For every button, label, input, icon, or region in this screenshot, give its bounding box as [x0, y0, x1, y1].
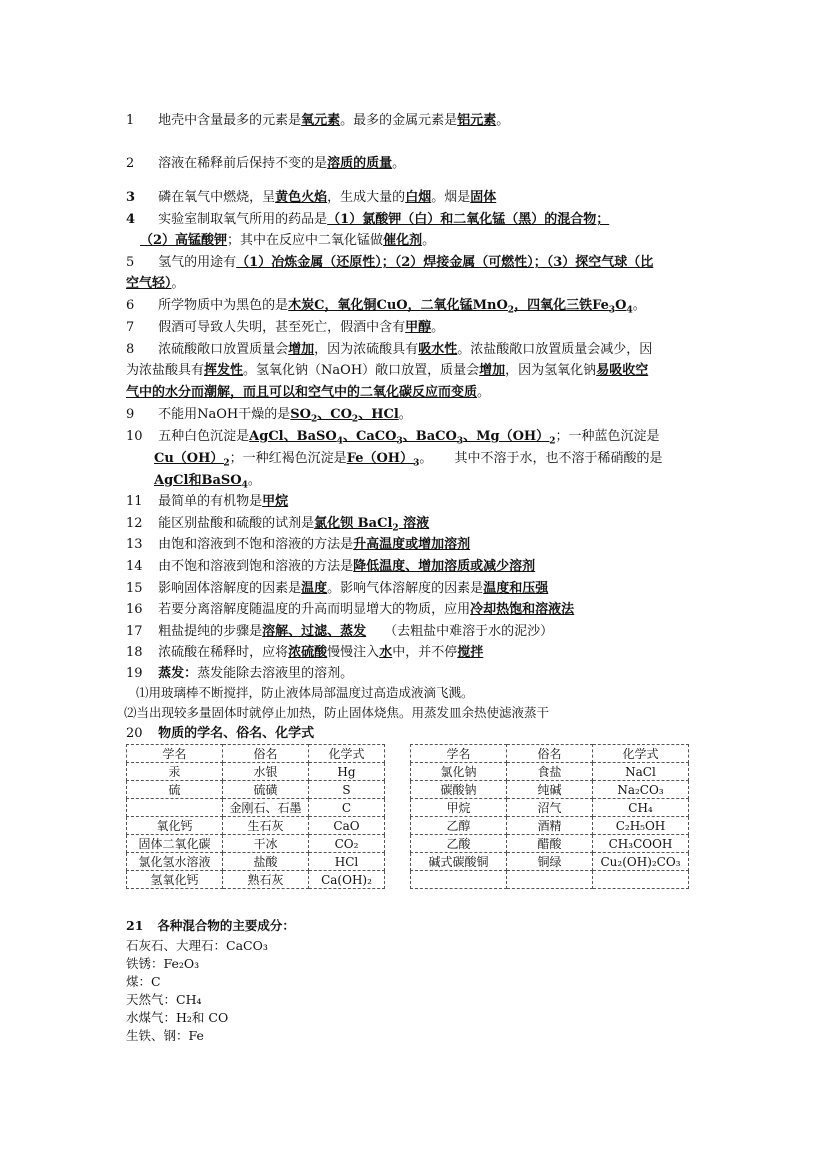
table-cell: Ca(OH)₂ — [309, 871, 385, 889]
text: ，因为氢氧化钠 — [505, 363, 597, 378]
text: 。最多的金属元素是 — [340, 113, 458, 128]
table-cell: 硫 — [127, 781, 223, 799]
item-4 — [126, 211, 609, 229]
item-number: 5 — [126, 255, 135, 270]
item-1 — [126, 112, 509, 130]
answer: 甲醇 — [405, 320, 432, 335]
answer: 溶质的质量 — [327, 156, 393, 171]
table-cell: 氯化氢水溶液 — [127, 853, 223, 871]
text: 。 — [431, 320, 445, 335]
item-number: 2 — [126, 156, 135, 171]
answer — [249, 429, 556, 447]
answer — [154, 451, 230, 469]
table-cell: 氢氧化钙 — [127, 871, 223, 889]
text: 慢慢注入 — [327, 645, 380, 660]
item-number: 4 — [126, 212, 136, 227]
table-cell: 氯化钠 — [411, 763, 507, 781]
text: 。 — [171, 276, 185, 291]
item-number: 8 — [126, 342, 135, 357]
answer: 水 — [379, 645, 393, 660]
text: 最简单的有机物是 — [158, 494, 263, 509]
text: 生铁、钢：Fe — [126, 1028, 204, 1043]
answer: 降低温度、增加溶质或减少溶剂 — [353, 559, 536, 574]
mixture-line-3 — [126, 973, 161, 991]
item-number: 15 — [126, 581, 143, 596]
subscript: 4 — [626, 305, 633, 316]
text: 。浓盐酸敞口放置质量会减少，因 — [457, 342, 653, 357]
item-number: 7 — [126, 320, 135, 335]
subscript: 2 — [310, 414, 318, 425]
section-21-title — [126, 917, 295, 935]
item-number: 6 — [126, 298, 135, 313]
answer: 空气轻） — [126, 276, 172, 291]
text: O — [615, 298, 627, 313]
text: 溶液在稀释前后保持不变的是 — [158, 156, 328, 171]
item-13 — [126, 536, 470, 554]
item-18 — [126, 644, 483, 662]
text: ，因为浓硫酸具有 — [314, 342, 419, 357]
text: 木炭C，氧化铜CuO，二氧化锰MnO — [288, 298, 508, 313]
answer: 温度和压强 — [483, 581, 549, 596]
text: ，四氧化三铁Fe — [514, 298, 609, 313]
answer: 增加 — [479, 363, 506, 378]
item-2 — [126, 155, 405, 173]
item-14 — [126, 558, 535, 576]
text: 水煤气：H₂和 CO — [126, 1010, 229, 1025]
item-7 — [126, 319, 444, 337]
table-cell: 硫磺 — [223, 781, 309, 799]
text: 粗盐提纯的步骤是 — [158, 624, 263, 639]
item-number: 17 — [126, 624, 143, 639]
item-10-cont — [154, 450, 663, 473]
item-11 — [126, 493, 288, 511]
subscript: 3 — [396, 436, 403, 447]
table-row — [411, 799, 689, 817]
table-cell: 纯碱 — [507, 781, 593, 799]
text: 地壳中含量最多的元素是 — [158, 113, 302, 128]
text: 影响固体溶解度的因素是 — [158, 581, 302, 596]
text: 氢气的用途有 — [158, 255, 237, 270]
text: 。氢氧化钠（NaOH）敞口放置，质量会 — [243, 363, 480, 378]
item-15 — [126, 580, 548, 598]
text: AgCl、BaSO — [249, 429, 337, 444]
subscript: 4 — [241, 480, 248, 491]
table-header-cell: 俗名 — [507, 745, 593, 763]
text: 、Mg（OH） — [463, 429, 550, 444]
answer — [154, 473, 248, 491]
table-cell: 熟石灰 — [223, 871, 309, 889]
text: Cu（OH） — [154, 451, 224, 466]
table-cell — [593, 871, 689, 889]
table-row — [127, 781, 385, 799]
answer: （1）冶炼金属（还原性）；（2）焊接金属（可燃性）；（3）探空气球（比 — [236, 255, 654, 270]
table-row — [411, 763, 689, 781]
table-row — [127, 871, 385, 889]
text: ；一种蓝色沉淀是 — [555, 429, 660, 444]
text: 浓硫酸在稀释时，应将 — [158, 645, 289, 660]
text: ；一种红褐色沉淀是 — [229, 451, 347, 466]
table-header-cell: 俗名 — [223, 745, 309, 763]
text: 溶液 — [398, 516, 430, 531]
table-cell: 碳酸钠 — [411, 781, 507, 799]
item-8-cont — [126, 362, 648, 380]
text: 浓硫酸敞口放置质量会 — [158, 342, 289, 357]
answer: （2）高锰酸钾 — [140, 233, 228, 248]
text: ⑴用玻璃棒不断搅拌，防止液体局部温度过高造成液滴飞溅。 — [136, 685, 474, 700]
text: 。 — [422, 233, 436, 248]
text: 。烟是 — [431, 190, 471, 205]
table-cell: C — [309, 799, 385, 817]
answer: 气中的水分而潮解，而且可以和空气中的二氧化碳反应而变质 — [126, 385, 478, 400]
table-cell: Cu₂(OH)₂CO₃ — [593, 853, 689, 871]
item-3 — [126, 189, 496, 207]
table-row — [127, 835, 385, 853]
table-cell: 固体二氧化碳 — [127, 835, 223, 853]
text: 其中不溶于水，也不溶于稀硝酸的是 — [454, 451, 663, 466]
item-20 — [126, 725, 314, 743]
subscript: 2 — [507, 305, 515, 316]
answer: 搅拌 — [457, 645, 484, 660]
text: 假酒可导致人失明，甚至死亡，假酒中含有 — [158, 320, 406, 335]
item-16 — [126, 601, 574, 619]
item-number: 3 — [126, 190, 136, 205]
answer: 氧元素 — [301, 113, 341, 128]
item-19 — [126, 665, 353, 683]
item-19-step2 — [124, 704, 549, 722]
table-header-row — [411, 745, 689, 763]
answer: 易吸收空 — [596, 363, 649, 378]
text: 若要分离溶解度随温度的升高而明显增大的物质，应用 — [158, 602, 471, 617]
subscript: 3 — [456, 436, 464, 447]
text: Fe（OH） — [346, 451, 414, 466]
text: 。 — [247, 473, 261, 488]
text: 、HCl — [358, 407, 399, 422]
item-number: 18 — [126, 645, 143, 660]
text: ，生成大量的 — [327, 190, 406, 205]
table-cell: CH₄ — [593, 799, 689, 817]
answer: 溶解、过滤、蒸发 — [262, 624, 367, 639]
item-4-cont — [140, 232, 435, 250]
text: 为浓盐酸具有 — [126, 363, 205, 378]
table-header-cell: 化学式 — [309, 745, 385, 763]
item-6 — [126, 297, 646, 320]
item-17 — [126, 623, 553, 641]
text: 。 — [419, 451, 433, 466]
table-cell: 食盐 — [507, 763, 593, 781]
text: 、CO — [317, 407, 352, 422]
item-number: 9 — [126, 407, 135, 422]
table-row — [127, 799, 385, 817]
text: 。影响气体溶解度的因素是 — [327, 581, 484, 596]
table-header-cell: 化学式 — [593, 745, 689, 763]
table-cell: 乙酸 — [411, 835, 507, 853]
names-table-left — [126, 744, 385, 889]
table-cell: CO₂ — [309, 835, 385, 853]
text: 由不饱和溶液到饱和溶液的方法是 — [158, 559, 354, 574]
item-8 — [126, 341, 652, 359]
text: 所学物质中为黑色的是 — [158, 298, 289, 313]
item-5-cont — [126, 275, 185, 293]
table-row — [411, 835, 689, 853]
subscript: 2 — [351, 414, 359, 425]
names-table-right — [410, 744, 689, 889]
table-cell: CH₃COOH — [593, 835, 689, 853]
item-number: 10 — [126, 429, 143, 444]
mixture-line-2 — [126, 955, 199, 973]
table-cell: Na₂CO₃ — [593, 781, 689, 799]
answer — [290, 407, 399, 425]
text: SO — [290, 407, 311, 422]
heading: 各种混合物的主要成分： — [157, 918, 295, 933]
table-cell: 乙醇 — [411, 817, 507, 835]
answer: 挥发性 — [204, 363, 244, 378]
table-row — [127, 817, 385, 835]
item-12 — [126, 515, 429, 538]
text: ⑵当出现较多量固体时就停止加热，防止固体烧焦。用蒸发皿余热使滤液蒸干 — [124, 705, 550, 720]
table-cell: 甲烷 — [411, 799, 507, 817]
text: 铁锈：Fe₂O₃ — [126, 956, 200, 971]
text: 中，并不停 — [392, 645, 458, 660]
table-cell: CaO — [309, 817, 385, 835]
table-cell: 生石灰 — [223, 817, 309, 835]
text: 。 — [496, 113, 510, 128]
item-number: 1 — [126, 113, 135, 128]
item-5 — [126, 254, 653, 272]
table-cell — [411, 871, 507, 889]
answer: 吸水性 — [418, 342, 458, 357]
text: 、CaCO — [343, 429, 397, 444]
answer: 铝元素 — [457, 113, 497, 128]
item-10 — [126, 428, 659, 451]
table-cell: 盐酸 — [223, 853, 309, 871]
answer: 冷却热饱和溶液法 — [470, 602, 575, 617]
text: 五种白色沉淀是 — [158, 429, 250, 444]
heading: 物质的学名、俗名、化学式 — [158, 726, 315, 741]
subscript: 4 — [336, 436, 344, 447]
table-header-cell: 学名 — [127, 745, 223, 763]
answer — [346, 451, 420, 469]
item-number: 21 — [126, 918, 144, 933]
text: 不能用NaOH干燥的是 — [158, 407, 291, 422]
text: 由饱和溶液到不饱和溶液的方法是 — [158, 537, 354, 552]
text: 氯化钡 BaCl — [314, 516, 393, 531]
table-cell: 沼气 — [507, 799, 593, 817]
subscript: 2 — [392, 523, 399, 534]
answer — [288, 298, 633, 316]
table-cell: S — [309, 781, 385, 799]
text: 石灰石、大理石：CaCO₃ — [126, 938, 268, 953]
text: 煤：C — [126, 974, 161, 989]
text: 天然气：CH₄ — [126, 992, 202, 1007]
text: 。 — [477, 385, 491, 400]
answer: 白烟 — [405, 190, 432, 205]
item-number: 12 — [126, 516, 143, 531]
text: 实验室制取氧气所用的药品是 — [158, 212, 328, 227]
answer: 浓硫酸 — [288, 645, 328, 660]
table-cell: HCl — [309, 853, 385, 871]
item-number: 11 — [126, 494, 143, 509]
table-cell: 氧化钙 — [127, 817, 223, 835]
table-row — [411, 853, 689, 871]
text: 能区别盐酸和硫酸的试剂是 — [158, 516, 315, 531]
table-cell — [507, 871, 593, 889]
heading: 蒸发： — [158, 666, 198, 681]
answer: 固体 — [470, 190, 497, 205]
text: 蒸发能除去溶液里的溶剂。 — [197, 666, 354, 681]
item-10-cont2 — [154, 472, 261, 495]
answer: 温度 — [301, 581, 328, 596]
table-cell: 汞 — [127, 763, 223, 781]
table-cell: 铜绿 — [507, 853, 593, 871]
table-row — [411, 781, 689, 799]
item-number: 13 — [126, 537, 143, 552]
subscript: 3 — [413, 458, 420, 469]
item-9 — [126, 406, 412, 429]
table-row — [127, 763, 385, 781]
table-header-cell: 学名 — [411, 745, 507, 763]
table-row — [411, 871, 689, 889]
answer: 催化剂 — [383, 233, 423, 248]
table-row — [127, 853, 385, 871]
item-8-cont2 — [126, 384, 490, 402]
table-header-row — [127, 745, 385, 763]
answer: 升高温度或增加溶剂 — [353, 537, 471, 552]
text: AgCl和BaSO — [154, 473, 242, 488]
text: 。 — [398, 407, 412, 422]
table-cell: 金刚石、石墨 — [223, 799, 309, 817]
subscript: 2 — [549, 436, 556, 447]
answer: 甲烷 — [262, 494, 289, 509]
subscript: 2 — [223, 458, 230, 469]
answer: 增加 — [288, 342, 315, 357]
item-number: 16 — [126, 602, 143, 617]
answer: （1）氯酸钾（白）和二氧化锰（黑）的混合物； — [327, 212, 610, 227]
table-cell: 醋酸 — [507, 835, 593, 853]
table-cell: NaCl — [593, 763, 689, 781]
item-number: 19 — [126, 666, 143, 681]
mixture-line-6 — [126, 1027, 204, 1045]
table-cell: 干冰 — [223, 835, 309, 853]
mixture-line-5 — [126, 1009, 228, 1027]
table-cell: 酒精 — [507, 817, 593, 835]
text: 磷在氧气中燃烧，呈 — [158, 190, 276, 205]
item-number: 14 — [126, 559, 143, 574]
text: 、BaCO — [402, 429, 457, 444]
table-cell: C₂H₅OH — [593, 817, 689, 835]
answer: 黄色火焰 — [275, 190, 328, 205]
text: 。 — [632, 298, 646, 313]
answer — [314, 516, 430, 534]
subscript: 3 — [608, 305, 616, 316]
mixture-line-4 — [126, 991, 201, 1009]
text: （去粗盐中难溶于水的泥沙） — [384, 624, 554, 639]
item-19-step1 — [136, 684, 474, 702]
table-cell: 水银 — [223, 763, 309, 781]
table-cell — [127, 799, 223, 817]
table-cell: 碱式碳酸铜 — [411, 853, 507, 871]
mixture-line-1 — [126, 937, 268, 955]
text: ；其中在反应中二氧化锰做 — [227, 233, 384, 248]
item-number: 20 — [126, 726, 143, 741]
text: 。 — [392, 156, 406, 171]
table-row — [411, 817, 689, 835]
table-cell: Hg — [309, 763, 385, 781]
